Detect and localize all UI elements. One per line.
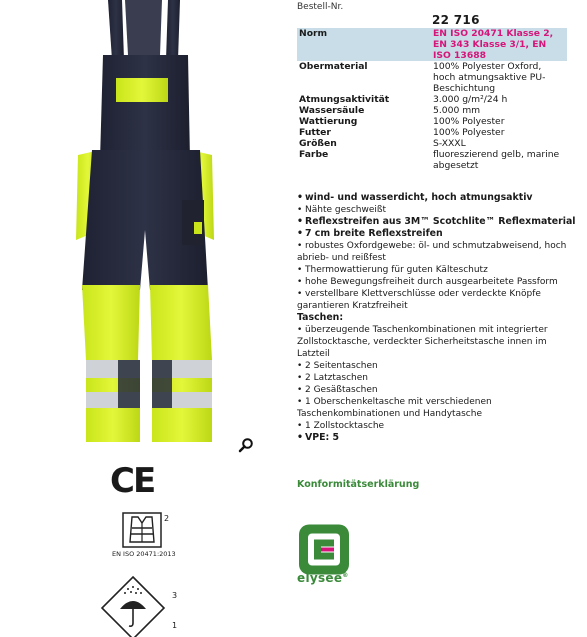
bullet: • [297,205,303,215]
feature-item [297,372,582,384]
bullet: • [297,289,303,299]
bullet: • [297,432,303,443]
spec-key: Obermaterial [299,61,368,72]
feature-text: Taschen: [297,312,344,323]
spec-value: 100% Polyester [433,116,505,127]
feature-text: Reflexstreifen aus 3M™ Scotchlite™ Reflexmaterial [305,216,576,227]
feature-text: robustes Oxfordgewebe: öl- und schmutzabweisend, hoch abrieb- und reißfest [297,241,567,263]
feature-item [297,204,582,216]
spec-value: S-XXXL [433,138,466,149]
spec-row [297,105,567,116]
spec-row [297,94,567,105]
spec-key: Farbe [299,149,329,160]
feature-item [297,312,582,324]
feature-text: 7 cm breite Reflexstreifen [305,228,443,239]
brand-registered: ® [342,572,349,579]
feature-item [297,264,582,276]
bullet: • [297,373,303,383]
bullet: • [297,228,303,239]
brand-wordmark: elysee [297,571,343,585]
feature-text: verstellbare Klettverschlüsse oder verdeckte Knöpfe garantieren Kratzfreiheit [297,289,541,311]
bullet: • [297,241,303,251]
feature-item [297,216,582,228]
bullet: • [297,421,303,431]
rain-badge [100,575,190,637]
spec-value: 100% Polyester [433,127,505,138]
konformitaet-link[interactable]: Konformitätserklärung [297,479,420,490]
bullet: • [297,385,303,395]
feature-item [297,276,582,288]
feature-text: Nähte geschweißt [305,205,387,215]
feature-item [297,396,582,420]
feature-item [297,324,582,360]
spec-row [297,127,567,138]
order-number: 22 716 [432,13,480,27]
bullet: • [297,216,303,227]
hivis-vest-icon [122,512,162,548]
feature-item [297,432,582,444]
spec-value: 100% Polyester Oxford, hoch atmungsaktive PU-Beschichtung [433,61,546,94]
bullet: • [297,192,303,203]
feature-text: wind- und wasserdicht, hoch atmungsaktiv [305,192,533,203]
spec-row [297,138,567,149]
feature-item [297,384,582,396]
spec-key: Wattierung [299,116,358,127]
feature-text: 2 Seitentaschen [305,361,378,371]
brand-name [297,571,349,585]
feature-text: Thermowattierung für guten Kälteschutz [305,265,488,275]
spec-row [297,28,567,61]
feature-text: überzeugende Taschenkombinationen mit integrierter Zollstocktasche, verdeckter Sicherheitstasche innen im Latzteil [297,325,548,359]
spec-value: 3.000 g/m²/24 h [433,94,508,105]
spec-row [297,149,567,171]
spec-row [297,61,567,94]
feature-text: hohe Bewegungsfreiheit durch ausgearbeitete Passform [305,277,558,287]
rain-class-bottom: 1 [172,621,178,630]
bullet: • [297,361,303,371]
bullet: • [297,265,303,275]
bullet: • [297,277,303,287]
feature-item [297,240,582,264]
bullet: • [297,325,303,335]
rain-class-top: 3 [172,591,178,600]
spec-key: Größen [299,138,337,149]
feature-text: 1 Zollstocktasche [305,421,385,431]
spec-row [297,116,567,127]
feature-text: 2 Gesäßtaschen [305,385,378,395]
feature-text: 2 Latztaschen [305,373,368,383]
feature-item [297,228,582,240]
spec-table [297,28,567,171]
hivis-norm: EN ISO 20471:2013 [112,550,176,558]
feature-text: VPE: 5 [305,432,340,443]
feature-text: 1 Oberschenkeltasche mit verschiedenen Taschenkombinationen und Handytasche [297,397,492,419]
feature-item [297,192,582,204]
bullet: • [297,397,303,407]
ce-mark: CE [110,461,155,501]
spec-key: Futter [299,127,331,138]
product-image[interactable] [0,0,290,450]
spec-value: EN ISO 20471 Klasse 2, EN 343 Klasse 3/1, EN ISO 13688 [431,28,567,61]
spec-key: Atmungsaktivität [299,94,390,105]
hivis-badge [112,512,192,562]
umbrella-rain-icon [100,575,166,637]
product-media [0,0,290,637]
spec-key: Norm [297,28,431,61]
spec-key: Wassersäule [299,105,365,116]
feature-list [297,192,582,444]
spec-value: 5.000 mm [433,105,481,116]
hivis-class: 2 [164,514,170,523]
order-number-label: Bestell-Nr. [297,2,344,12]
zoom-icon[interactable] [238,437,254,453]
feature-item [297,420,582,432]
feature-item [297,288,582,312]
feature-item [297,360,582,372]
spec-value: fluoreszierend gelb, marine abgesetzt [433,149,560,171]
